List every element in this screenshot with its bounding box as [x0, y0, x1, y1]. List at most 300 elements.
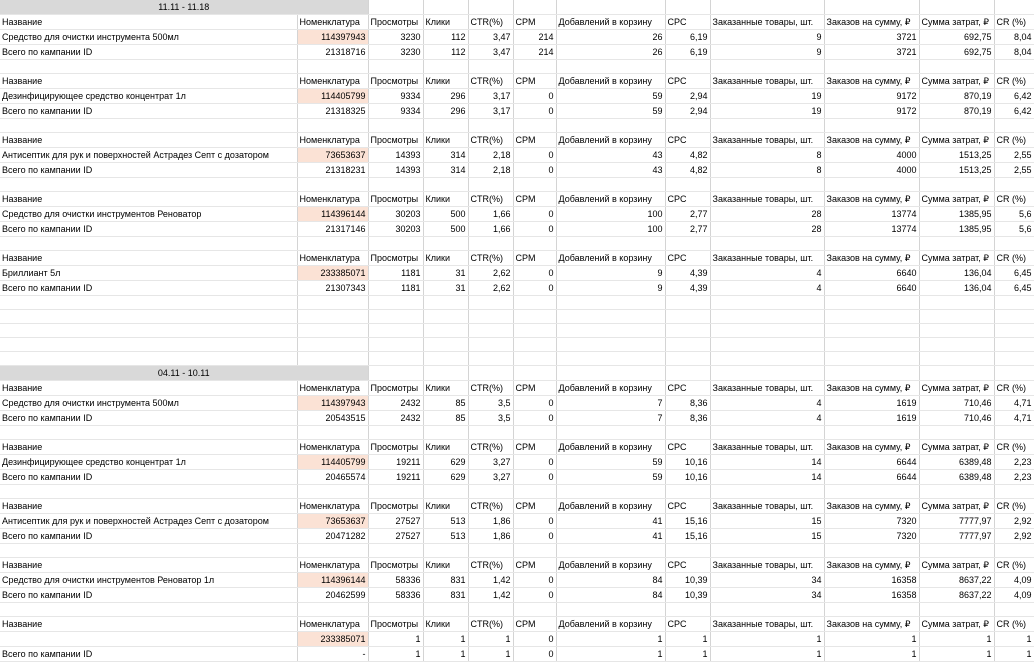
product-cell[interactable]: 6,42: [994, 89, 1034, 104]
empty-cell[interactable]: [423, 338, 468, 352]
empty-cell[interactable]: [0, 237, 297, 251]
product-cell[interactable]: 4,09: [994, 573, 1034, 588]
product-cell[interactable]: 6640: [824, 266, 919, 281]
column-header-cell[interactable]: CR (%): [994, 440, 1034, 455]
column-header-cell[interactable]: Просмотры: [368, 440, 423, 455]
product-cell[interactable]: 14: [710, 455, 824, 470]
empty-cell[interactable]: [513, 324, 556, 338]
empty-cell[interactable]: [297, 426, 368, 440]
column-header-cell[interactable]: Заказанные товары, шт.: [710, 617, 824, 632]
empty-cell[interactable]: [556, 324, 665, 338]
empty-cell[interactable]: [423, 60, 468, 74]
column-header-cell[interactable]: Сумма затрат, ₽: [919, 558, 994, 573]
empty-cell[interactable]: [468, 485, 513, 499]
product-cell[interactable]: 2,92: [994, 514, 1034, 529]
empty-cell[interactable]: [0, 544, 297, 558]
column-header-cell[interactable]: CR (%): [994, 133, 1034, 148]
period-label[interactable]: 04.11 - 10.11: [0, 366, 368, 381]
column-header-cell[interactable]: Заказов на сумму, ₽: [824, 74, 919, 89]
column-header-cell[interactable]: Просмотры: [368, 381, 423, 396]
empty-cell[interactable]: [468, 0, 513, 15]
total-cell[interactable]: 3,17: [468, 104, 513, 119]
empty-cell[interactable]: [0, 60, 297, 74]
product-cell[interactable]: 19211: [368, 455, 423, 470]
product-cell[interactable]: 9: [710, 30, 824, 45]
total-cell[interactable]: 6,42: [994, 104, 1034, 119]
empty-cell[interactable]: [0, 352, 297, 366]
empty-cell[interactable]: [468, 310, 513, 324]
total-cell[interactable]: 4,71: [994, 411, 1034, 426]
column-header-cell[interactable]: Номенклатура: [297, 558, 368, 573]
column-header-cell[interactable]: CPC: [665, 15, 710, 30]
product-cell[interactable]: 2,77: [665, 207, 710, 222]
column-header-cell[interactable]: Сумма затрат, ₽: [919, 74, 994, 89]
column-header-cell[interactable]: Клики: [423, 558, 468, 573]
product-cell[interactable]: 8,04: [994, 30, 1034, 45]
product-cell[interactable]: 2432: [368, 396, 423, 411]
total-cell[interactable]: 1513,25: [919, 163, 994, 178]
empty-cell[interactable]: [824, 178, 919, 192]
empty-cell[interactable]: [824, 338, 919, 352]
empty-cell[interactable]: [665, 296, 710, 310]
product-cell[interactable]: 0: [513, 148, 556, 163]
total-cell[interactable]: Всего по кампании ID: [0, 45, 297, 60]
column-header-cell[interactable]: Добавлений в корзину: [556, 617, 665, 632]
product-cell[interactable]: 6,19: [665, 30, 710, 45]
empty-cell[interactable]: [919, 324, 994, 338]
empty-cell[interactable]: [556, 0, 665, 15]
empty-cell[interactable]: [994, 603, 1034, 617]
empty-cell[interactable]: [468, 603, 513, 617]
product-cell[interactable]: 1385,95: [919, 207, 994, 222]
total-cell[interactable]: 4,39: [665, 281, 710, 296]
column-header-cell[interactable]: Заказов на сумму, ₽: [824, 381, 919, 396]
product-cell[interactable]: Средство для очистки инструмента 500мл: [0, 396, 297, 411]
empty-cell[interactable]: [423, 366, 468, 381]
product-cell[interactable]: Средство для очистки инструмента 500мл: [0, 30, 297, 45]
total-cell[interactable]: 0: [513, 104, 556, 119]
product-cell[interactable]: [0, 632, 297, 647]
empty-cell[interactable]: [556, 310, 665, 324]
empty-cell[interactable]: [919, 237, 994, 251]
empty-cell[interactable]: [468, 352, 513, 366]
column-header-cell[interactable]: Номенклатура: [297, 499, 368, 514]
product-cell[interactable]: 8: [710, 148, 824, 163]
empty-cell[interactable]: [824, 310, 919, 324]
empty-cell[interactable]: [297, 310, 368, 324]
column-header-cell[interactable]: Заказов на сумму, ₽: [824, 251, 919, 266]
total-cell[interactable]: 43: [556, 163, 665, 178]
empty-cell[interactable]: [556, 119, 665, 133]
column-header-cell[interactable]: Просмотры: [368, 251, 423, 266]
product-cell[interactable]: 73653637: [297, 148, 368, 163]
empty-cell[interactable]: [919, 426, 994, 440]
product-cell[interactable]: 1513,25: [919, 148, 994, 163]
column-header-cell[interactable]: CPM: [513, 133, 556, 148]
empty-cell[interactable]: [665, 237, 710, 251]
column-header-cell[interactable]: CPC: [665, 133, 710, 148]
empty-cell[interactable]: [710, 310, 824, 324]
column-header-cell[interactable]: Добавлений в корзину: [556, 192, 665, 207]
product-cell[interactable]: 4,71: [994, 396, 1034, 411]
column-header-cell[interactable]: Добавлений в корзину: [556, 15, 665, 30]
column-header-cell[interactable]: CTR(%): [468, 251, 513, 266]
total-cell[interactable]: 30203: [368, 222, 423, 237]
empty-cell[interactable]: [710, 0, 824, 15]
empty-cell[interactable]: [919, 352, 994, 366]
total-cell[interactable]: 6389,48: [919, 470, 994, 485]
column-header-cell[interactable]: CR (%): [994, 251, 1034, 266]
total-cell[interactable]: 20543515: [297, 411, 368, 426]
total-cell[interactable]: 112: [423, 45, 468, 60]
total-cell[interactable]: 1619: [824, 411, 919, 426]
column-header-cell[interactable]: Название: [0, 15, 297, 30]
product-cell[interactable]: 831: [423, 573, 468, 588]
column-header-cell[interactable]: Название: [0, 440, 297, 455]
product-cell[interactable]: 26: [556, 30, 665, 45]
total-cell[interactable]: 59: [556, 470, 665, 485]
column-header-cell[interactable]: Номенклатура: [297, 440, 368, 455]
column-header-cell[interactable]: Клики: [423, 499, 468, 514]
empty-cell[interactable]: [824, 603, 919, 617]
column-header-cell[interactable]: CPM: [513, 192, 556, 207]
total-cell[interactable]: 1181: [368, 281, 423, 296]
product-cell[interactable]: 214: [513, 30, 556, 45]
product-cell[interactable]: 2,23: [994, 455, 1034, 470]
product-cell[interactable]: 1: [368, 632, 423, 647]
total-cell[interactable]: 7320: [824, 529, 919, 544]
product-cell[interactable]: 114396144: [297, 207, 368, 222]
column-header-cell[interactable]: Название: [0, 617, 297, 632]
total-cell[interactable]: 14: [710, 470, 824, 485]
product-cell[interactable]: 1: [710, 632, 824, 647]
product-cell[interactable]: 16358: [824, 573, 919, 588]
product-cell[interactable]: 1,86: [468, 514, 513, 529]
total-cell[interactable]: 4,09: [994, 588, 1034, 603]
column-header-cell[interactable]: Сумма затрат, ₽: [919, 440, 994, 455]
empty-cell[interactable]: [994, 0, 1034, 15]
total-cell[interactable]: 3721: [824, 45, 919, 60]
empty-cell[interactable]: [556, 178, 665, 192]
column-header-cell[interactable]: CR (%): [994, 617, 1034, 632]
column-header-cell[interactable]: Номенклатура: [297, 381, 368, 396]
total-cell[interactable]: Всего по кампании ID: [0, 529, 297, 544]
product-cell[interactable]: 870,19: [919, 89, 994, 104]
product-cell[interactable]: 1181: [368, 266, 423, 281]
empty-cell[interactable]: [468, 296, 513, 310]
column-header-cell[interactable]: Название: [0, 499, 297, 514]
empty-cell[interactable]: [665, 324, 710, 338]
product-cell[interactable]: 73653637: [297, 514, 368, 529]
empty-cell[interactable]: [297, 338, 368, 352]
product-cell[interactable]: 4,39: [665, 266, 710, 281]
column-header-cell[interactable]: Клики: [423, 15, 468, 30]
product-cell[interactable]: 1: [468, 632, 513, 647]
product-cell[interactable]: 6,45: [994, 266, 1034, 281]
column-header-cell[interactable]: Заказанные товары, шт.: [710, 558, 824, 573]
empty-cell[interactable]: [423, 426, 468, 440]
product-cell[interactable]: 3230: [368, 30, 423, 45]
total-cell[interactable]: 19: [710, 104, 824, 119]
product-cell[interactable]: 27527: [368, 514, 423, 529]
empty-cell[interactable]: [994, 544, 1034, 558]
empty-cell[interactable]: [556, 485, 665, 499]
empty-cell[interactable]: [368, 485, 423, 499]
empty-cell[interactable]: [824, 352, 919, 366]
total-cell[interactable]: 1: [556, 647, 665, 662]
empty-cell[interactable]: [710, 485, 824, 499]
empty-cell[interactable]: [0, 310, 297, 324]
empty-cell[interactable]: [513, 60, 556, 74]
total-cell[interactable]: 8,36: [665, 411, 710, 426]
column-header-cell[interactable]: CPM: [513, 558, 556, 573]
product-cell[interactable]: 1: [665, 632, 710, 647]
column-header-cell[interactable]: Название: [0, 251, 297, 266]
product-cell[interactable]: 3,27: [468, 455, 513, 470]
empty-cell[interactable]: [556, 544, 665, 558]
product-cell[interactable]: 4,82: [665, 148, 710, 163]
total-cell[interactable]: 0: [513, 411, 556, 426]
product-cell[interactable]: Дезинфицирующее средство концентрат 1л: [0, 455, 297, 470]
column-header-cell[interactable]: Просмотры: [368, 133, 423, 148]
total-cell[interactable]: Всего по кампании ID: [0, 470, 297, 485]
empty-cell[interactable]: [423, 237, 468, 251]
total-cell[interactable]: 84: [556, 588, 665, 603]
empty-cell[interactable]: [556, 60, 665, 74]
empty-cell[interactable]: [423, 178, 468, 192]
empty-cell[interactable]: [423, 119, 468, 133]
empty-cell[interactable]: [297, 119, 368, 133]
product-cell[interactable]: 233385071: [297, 632, 368, 647]
product-cell[interactable]: 629: [423, 455, 468, 470]
product-cell[interactable]: Средство для очистки инструментов Реноватор: [0, 207, 297, 222]
total-cell[interactable]: 0: [513, 222, 556, 237]
empty-cell[interactable]: [710, 544, 824, 558]
column-header-cell[interactable]: Заказанные товары, шт.: [710, 381, 824, 396]
column-header-cell[interactable]: Заказанные товары, шт.: [710, 251, 824, 266]
product-cell[interactable]: 7320: [824, 514, 919, 529]
column-header-cell[interactable]: Добавлений в корзину: [556, 251, 665, 266]
empty-cell[interactable]: [824, 485, 919, 499]
product-cell[interactable]: 114397943: [297, 30, 368, 45]
empty-cell[interactable]: [297, 296, 368, 310]
total-cell[interactable]: 31: [423, 281, 468, 296]
empty-cell[interactable]: [423, 603, 468, 617]
product-cell[interactable]: 59: [556, 89, 665, 104]
empty-cell[interactable]: [994, 296, 1034, 310]
total-cell[interactable]: Всего по кампании ID: [0, 647, 297, 662]
empty-cell[interactable]: [297, 603, 368, 617]
column-header-cell[interactable]: Номенклатура: [297, 15, 368, 30]
column-header-cell[interactable]: Просмотры: [368, 558, 423, 573]
column-header-cell[interactable]: Заказанные товары, шт.: [710, 133, 824, 148]
total-cell[interactable]: 9172: [824, 104, 919, 119]
empty-cell[interactable]: [513, 296, 556, 310]
empty-cell[interactable]: [665, 426, 710, 440]
total-cell[interactable]: 10,16: [665, 470, 710, 485]
product-cell[interactable]: 114397943: [297, 396, 368, 411]
product-cell[interactable]: 8637,22: [919, 573, 994, 588]
empty-cell[interactable]: [513, 0, 556, 15]
product-cell[interactable]: 0: [513, 207, 556, 222]
empty-cell[interactable]: [297, 324, 368, 338]
column-header-cell[interactable]: Название: [0, 381, 297, 396]
total-cell[interactable]: 296: [423, 104, 468, 119]
total-cell[interactable]: 4000: [824, 163, 919, 178]
column-header-cell[interactable]: Заказанные товары, шт.: [710, 499, 824, 514]
empty-cell[interactable]: [556, 366, 665, 381]
empty-cell[interactable]: [665, 352, 710, 366]
product-cell[interactable]: 7: [556, 396, 665, 411]
total-cell[interactable]: 314: [423, 163, 468, 178]
column-header-cell[interactable]: Заказов на сумму, ₽: [824, 15, 919, 30]
total-cell[interactable]: 28: [710, 222, 824, 237]
total-cell[interactable]: 19211: [368, 470, 423, 485]
column-header-cell[interactable]: Просмотры: [368, 192, 423, 207]
column-header-cell[interactable]: Клики: [423, 74, 468, 89]
empty-cell[interactable]: [824, 119, 919, 133]
empty-cell[interactable]: [919, 544, 994, 558]
total-cell[interactable]: 136,04: [919, 281, 994, 296]
total-cell[interactable]: 1: [824, 647, 919, 662]
empty-cell[interactable]: [423, 324, 468, 338]
column-header-cell[interactable]: Заказанные товары, шт.: [710, 15, 824, 30]
product-cell[interactable]: 314: [423, 148, 468, 163]
empty-cell[interactable]: [423, 485, 468, 499]
product-cell[interactable]: 9334: [368, 89, 423, 104]
total-cell[interactable]: 8637,22: [919, 588, 994, 603]
empty-cell[interactable]: [919, 485, 994, 499]
column-header-cell[interactable]: Заказов на сумму, ₽: [824, 133, 919, 148]
column-header-cell[interactable]: Номенклатура: [297, 192, 368, 207]
empty-cell[interactable]: [368, 426, 423, 440]
total-cell[interactable]: 500: [423, 222, 468, 237]
empty-cell[interactable]: [994, 338, 1034, 352]
empty-cell[interactable]: [994, 310, 1034, 324]
empty-cell[interactable]: [0, 603, 297, 617]
empty-cell[interactable]: [423, 296, 468, 310]
empty-cell[interactable]: [824, 0, 919, 15]
empty-cell[interactable]: [919, 338, 994, 352]
empty-cell[interactable]: [994, 426, 1034, 440]
product-cell[interactable]: 114396144: [297, 573, 368, 588]
empty-cell[interactable]: [468, 544, 513, 558]
empty-cell[interactable]: [919, 296, 994, 310]
product-cell[interactable]: 1619: [824, 396, 919, 411]
empty-cell[interactable]: [994, 366, 1034, 381]
total-cell[interactable]: 20471282: [297, 529, 368, 544]
column-header-cell[interactable]: Заказов на сумму, ₽: [824, 617, 919, 632]
column-header-cell[interactable]: Сумма затрат, ₽: [919, 192, 994, 207]
product-cell[interactable]: 85: [423, 396, 468, 411]
total-cell[interactable]: 2,18: [468, 163, 513, 178]
empty-cell[interactable]: [423, 544, 468, 558]
column-header-cell[interactable]: Заказов на сумму, ₽: [824, 499, 919, 514]
total-cell[interactable]: 2,23: [994, 470, 1034, 485]
column-header-cell[interactable]: CTR(%): [468, 499, 513, 514]
total-cell[interactable]: 41: [556, 529, 665, 544]
column-header-cell[interactable]: Заказанные товары, шт.: [710, 192, 824, 207]
column-header-cell[interactable]: Просмотры: [368, 15, 423, 30]
total-cell[interactable]: 2,62: [468, 281, 513, 296]
column-header-cell[interactable]: Сумма затрат, ₽: [919, 381, 994, 396]
empty-cell[interactable]: [0, 426, 297, 440]
empty-cell[interactable]: [368, 0, 423, 15]
total-cell[interactable]: 8,04: [994, 45, 1034, 60]
column-header-cell[interactable]: CPC: [665, 499, 710, 514]
product-cell[interactable]: 2,94: [665, 89, 710, 104]
empty-cell[interactable]: [710, 352, 824, 366]
empty-cell[interactable]: [0, 296, 297, 310]
empty-cell[interactable]: [468, 178, 513, 192]
total-cell[interactable]: 1,42: [468, 588, 513, 603]
empty-cell[interactable]: [919, 0, 994, 15]
total-cell[interactable]: 85: [423, 411, 468, 426]
product-cell[interactable]: 1,66: [468, 207, 513, 222]
empty-cell[interactable]: [665, 544, 710, 558]
column-header-cell[interactable]: CTR(%): [468, 15, 513, 30]
total-cell[interactable]: 6644: [824, 470, 919, 485]
product-cell[interactable]: 500: [423, 207, 468, 222]
empty-cell[interactable]: [919, 60, 994, 74]
product-cell[interactable]: 8,36: [665, 396, 710, 411]
empty-cell[interactable]: [919, 178, 994, 192]
column-header-cell[interactable]: Клики: [423, 192, 468, 207]
empty-cell[interactable]: [468, 237, 513, 251]
column-header-cell[interactable]: CPC: [665, 440, 710, 455]
column-header-cell[interactable]: CPC: [665, 617, 710, 632]
product-cell[interactable]: 4: [710, 396, 824, 411]
product-cell[interactable]: 296: [423, 89, 468, 104]
total-cell[interactable]: 15: [710, 529, 824, 544]
empty-cell[interactable]: [556, 352, 665, 366]
empty-cell[interactable]: [556, 426, 665, 440]
product-cell[interactable]: 2,55: [994, 148, 1034, 163]
column-header-cell[interactable]: Клики: [423, 617, 468, 632]
column-header-cell[interactable]: Название: [0, 192, 297, 207]
product-cell[interactable]: 136,04: [919, 266, 994, 281]
total-cell[interactable]: Всего по кампании ID: [0, 411, 297, 426]
empty-cell[interactable]: [368, 119, 423, 133]
column-header-cell[interactable]: Сумма затрат, ₽: [919, 133, 994, 148]
total-cell[interactable]: 21307343: [297, 281, 368, 296]
empty-cell[interactable]: [556, 237, 665, 251]
column-header-cell[interactable]: Клики: [423, 440, 468, 455]
product-cell[interactable]: 0: [513, 455, 556, 470]
product-cell[interactable]: 15,16: [665, 514, 710, 529]
empty-cell[interactable]: [468, 366, 513, 381]
total-cell[interactable]: 7: [556, 411, 665, 426]
empty-cell[interactable]: [710, 426, 824, 440]
product-cell[interactable]: 58336: [368, 573, 423, 588]
product-cell[interactable]: 4000: [824, 148, 919, 163]
empty-cell[interactable]: [297, 485, 368, 499]
column-header-cell[interactable]: Добавлений в корзину: [556, 74, 665, 89]
period-label[interactable]: 11.11 - 11.18: [0, 0, 368, 15]
column-header-cell[interactable]: Сумма затрат, ₽: [919, 251, 994, 266]
product-cell[interactable]: Антисептик для рук и поверхностей Астрадез Септ с дозатором: [0, 148, 297, 163]
product-cell[interactable]: 1,42: [468, 573, 513, 588]
column-header-cell[interactable]: Номенклатура: [297, 617, 368, 632]
product-cell[interactable]: Средство для очистки инструментов Реноватор 1л: [0, 573, 297, 588]
empty-cell[interactable]: [468, 60, 513, 74]
empty-cell[interactable]: [297, 178, 368, 192]
total-cell[interactable]: 9334: [368, 104, 423, 119]
product-cell[interactable]: 1: [423, 632, 468, 647]
empty-cell[interactable]: [665, 119, 710, 133]
total-cell[interactable]: 3,5: [468, 411, 513, 426]
empty-cell[interactable]: [368, 352, 423, 366]
